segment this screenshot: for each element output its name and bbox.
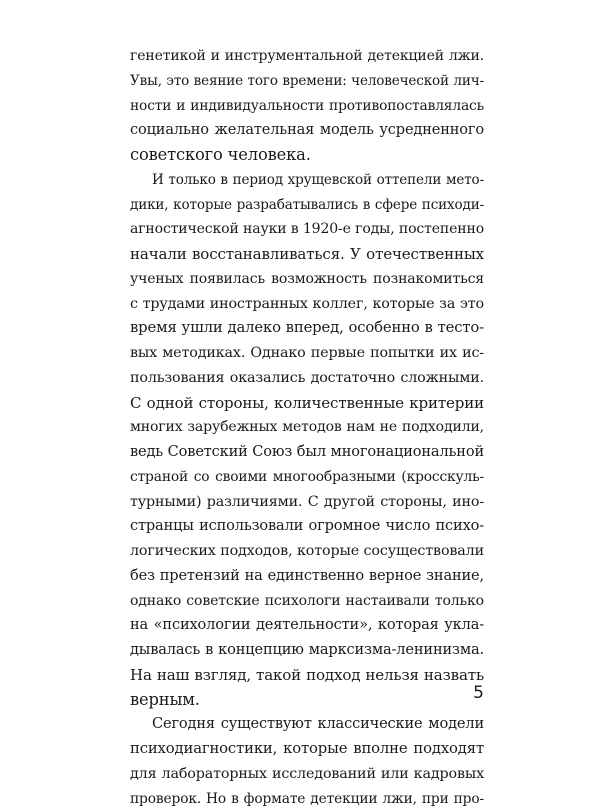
text-line: вых методиках. Однако первые попытки их ис-: [130, 341, 484, 366]
text-line: социально желательная модель усредненного: [130, 118, 484, 143]
paragraph-1: [130, 44, 484, 168]
text-line: проверок. Но в формате детекции лжи, при про-: [130, 787, 484, 811]
text-line: многих зарубежных методов нам не подходили,: [130, 415, 484, 440]
text-line: психодиагностики, которые вполне подходят: [130, 737, 484, 762]
text-line: логических подходов, которые сосуществовали: [130, 539, 484, 564]
text-line: Увы, это веяние того времени: человеческой лич-: [130, 69, 484, 94]
text-line: пользования оказались достаточно сложными.: [130, 366, 484, 391]
text-line: дывалась в концепцию марксизма-ленинизма.: [130, 638, 484, 663]
text-line: странцы использовали огромное число психо-: [130, 514, 484, 539]
paragraph-2: [130, 168, 484, 713]
text-line: С одной стороны, количественные критерии: [130, 391, 484, 416]
text-line: советского человека.: [130, 143, 484, 168]
text-line: с трудами иностранных коллег, которые за это: [130, 292, 484, 317]
text-line: время ушли далеко вперед, особенно в тесто-: [130, 316, 484, 341]
text-line: для лабораторных исследований или кадровых: [130, 762, 484, 787]
text-line: однако советские психологи настаивали только: [130, 589, 484, 614]
text-line: ученых появилась возможность познакомиться: [130, 267, 484, 292]
text-line: агностической науки в 1920-е годы, постепенно: [130, 217, 484, 242]
text-line: И только в период хрущевской оттепели мето-: [130, 168, 484, 193]
text-line: Сегодня существуют классические модели: [130, 712, 484, 737]
text-line: страной со своими многообразными (кросскуль-: [130, 465, 484, 490]
text-line: начали восстанавливаться. У отечественных: [130, 242, 484, 267]
paragraph-3: [130, 712, 484, 811]
page-number: 5: [470, 683, 484, 703]
body-text: [130, 44, 484, 811]
text-line: ведь Советский Союз был многонациональной: [130, 440, 484, 465]
text-line: ности и индивидуальности противопоставлялась: [130, 94, 484, 119]
text-line: верным.: [130, 688, 484, 713]
text-line: генетикой и инструментальной детекцией лжи.: [130, 44, 484, 69]
text-line: дики, которые разрабатывались в сфере психоди-: [130, 193, 484, 218]
text-line: без претензий на единственно верное знание,: [130, 564, 484, 589]
text-line: На наш взгляд, такой подход нельзя назвать: [130, 663, 484, 688]
text-line: турными) различиями. С другой стороны, ино-: [130, 490, 484, 515]
text-line: на «психологии деятельности», которая укла-: [130, 613, 484, 638]
